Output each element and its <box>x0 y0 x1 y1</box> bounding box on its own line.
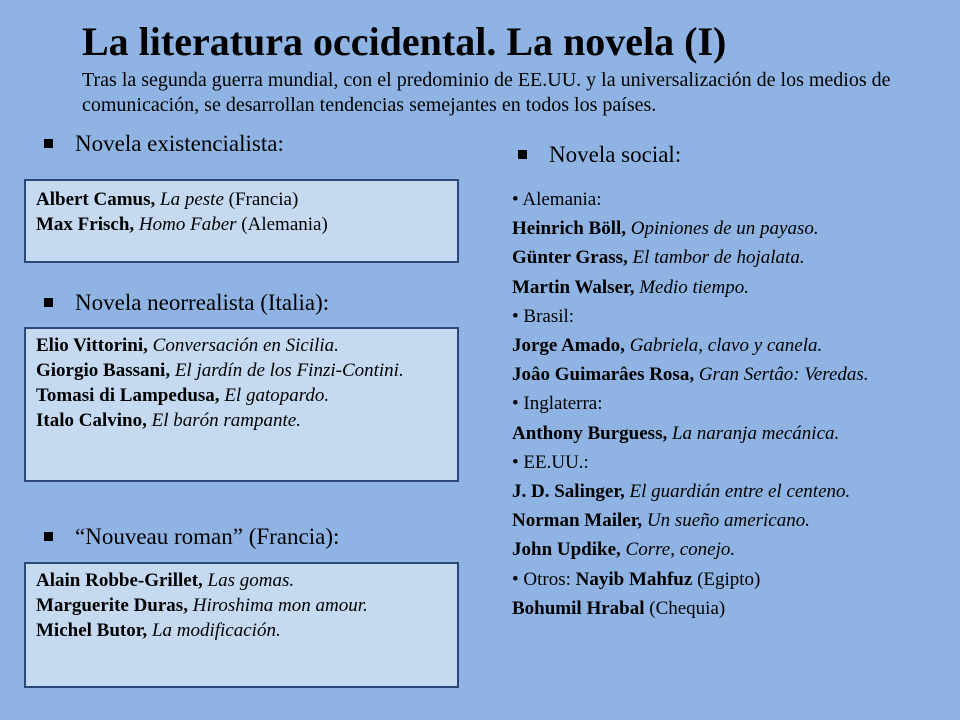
author: Albert Camus, <box>36 189 156 210</box>
heading-neorrealista <box>44 289 329 317</box>
entry <box>36 212 447 237</box>
heading-label: Novela social: <box>549 142 682 167</box>
slide-subtitle: Tras la segunda guerra mundial, con el predominio de EE.UU. y la universalización de los medios de comunicación, se desarrollan tendencias semejantes en todos los países. <box>82 69 891 116</box>
work-title: Corre, conejo. <box>625 539 736 561</box>
heading-label: Novela neorrealista (Italia): <box>75 290 330 315</box>
heading-label: “Nouveau roman” (Francia): <box>75 524 340 549</box>
entry <box>512 535 952 564</box>
author: Joâo Guimarâes Rosa, <box>512 364 695 386</box>
country-label: • EE.UU.: <box>512 451 589 473</box>
country-label: • Otros: <box>512 568 571 590</box>
entry <box>512 214 952 243</box>
country-note: (Chequia) <box>649 597 726 619</box>
work-title: La modificación. <box>151 620 281 641</box>
work-title: Medio tiempo. <box>639 276 749 298</box>
author: Italo Calvino, <box>36 410 147 431</box>
heading-existencialista <box>44 130 284 158</box>
author: Bohumil Hrabal <box>512 597 645 619</box>
heading-social <box>518 141 681 169</box>
entry <box>36 187 447 212</box>
entry <box>512 360 952 389</box>
entry <box>36 568 447 593</box>
country-note: (Egipto) <box>697 568 761 590</box>
entry <box>512 506 952 535</box>
author: Giorgio Bassani, <box>36 360 171 381</box>
entry <box>36 618 447 643</box>
author: Marguerite Duras, <box>36 595 188 616</box>
entry <box>512 594 952 623</box>
square-bullet-icon <box>44 139 53 148</box>
entry <box>512 273 952 302</box>
square-bullet-icon <box>44 532 53 541</box>
work-title: El tambor de hojalata. <box>632 247 805 269</box>
entry <box>512 477 952 506</box>
social-novel-list <box>512 185 952 623</box>
square-bullet-icon <box>44 298 53 307</box>
country-note: (Alemania) <box>241 214 328 235</box>
work-title: Un sueño americano. <box>646 510 810 532</box>
work-title: El jardín de los Finzi-Contini. <box>174 360 404 381</box>
author: Alain Robbe-Grillet, <box>36 570 203 591</box>
author: Anthony Burguess, <box>512 422 668 444</box>
country-label: • Alemania: <box>512 189 602 210</box>
work-title: Opiniones de un payaso. <box>630 218 819 240</box>
country-label: • Brasil: <box>512 305 575 327</box>
author: Günter Grass, <box>512 247 628 269</box>
author: Tomasi di Lampedusa, <box>36 385 220 406</box>
work-title: Conversación en Sicilia. <box>152 335 339 356</box>
author: Max Frisch, <box>36 214 135 235</box>
heading-label: Novela existencialista: <box>75 131 284 156</box>
box-nouveau-roman <box>24 562 459 688</box>
entry <box>512 419 952 448</box>
work-title: Hiroshima mon amour. <box>192 595 368 616</box>
entry <box>36 408 447 433</box>
author: Elio Vittorini, <box>36 335 148 356</box>
entry <box>36 358 447 383</box>
heading-nouveau-roman <box>44 523 339 551</box>
work-title: Las gomas. <box>207 570 295 591</box>
author: Norman Mailer, <box>512 510 643 532</box>
author: Michel Butor, <box>36 620 148 641</box>
entry-otros <box>512 565 952 594</box>
author: Nayib Mahfuz <box>575 568 693 590</box>
work-title: Homo Faber <box>138 214 237 235</box>
entry <box>36 333 447 358</box>
work-title: El barón rampante. <box>151 410 301 431</box>
work-title: El gatopardo. <box>224 385 330 406</box>
box-neorrealista <box>24 327 459 482</box>
entry <box>36 383 447 408</box>
entry <box>512 331 952 360</box>
entry <box>512 243 952 272</box>
work-title: La naranja mecánica. <box>671 422 840 444</box>
square-bullet-icon <box>518 150 527 159</box>
country-label: • Inglaterra: <box>512 393 603 415</box>
work-title: Gabriela, clavo y canela. <box>629 335 823 357</box>
slide-title: La literatura occidental. La novela (I) <box>82 19 727 64</box>
author: J. D. Salinger, <box>512 481 625 503</box>
work-title: Gran Sertâo: Veredas. <box>698 364 869 386</box>
author: John Updike, <box>512 539 621 561</box>
country-note: (Francia) <box>228 189 299 210</box>
author: Jorge Amado, <box>512 335 625 357</box>
entry <box>36 593 447 618</box>
work-title: El guardián entre el centeno. <box>629 481 851 503</box>
author: Martin Walser, <box>512 276 635 298</box>
box-existencialista <box>24 179 459 263</box>
work-title: La peste <box>160 189 224 210</box>
author: Heinrich Böll, <box>512 218 626 240</box>
